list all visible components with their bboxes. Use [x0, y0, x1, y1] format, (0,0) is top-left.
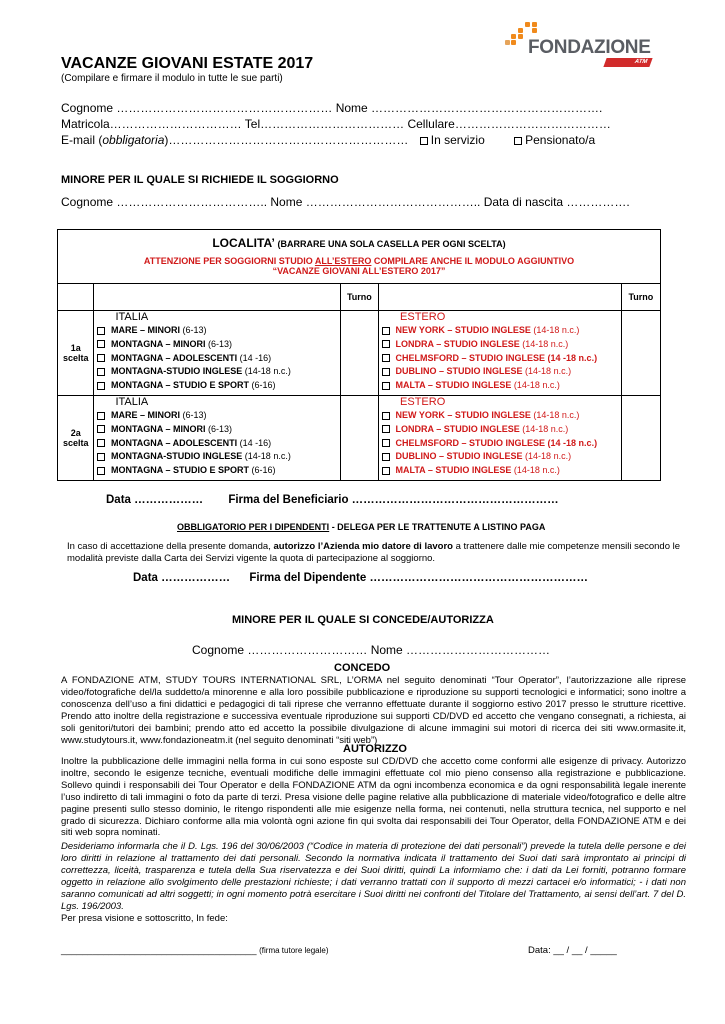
fondazione-logo [505, 22, 655, 70]
estero-options-1 [379, 311, 622, 396]
option-chelmsford[interactable]: CHELMSFORD – STUDIO INGLESE (14 -18 n.c.) [379, 437, 621, 451]
option-chelmsford[interactable]: CHELMSFORD – STUDIO INGLESE (14 -18 n.c.) [379, 352, 621, 366]
footer-date[interactable]: Data: __ / __ / _____ [528, 945, 617, 956]
localita-header [58, 230, 661, 284]
delega-text: In caso di accettazione della presente domanda, autorizzo l’Azienda mio datore di lavoro a trattenere dalle mie competenze mensili secondo le modalità previste dalla Carta dei Servizi vigente la quota di partecipazione al soggiorno. [67, 541, 681, 564]
option-mare-minori[interactable]: MARE – MINORI (6-13) [94, 409, 339, 423]
italia-options-1 [94, 311, 340, 396]
option-londra[interactable]: LONDRA – STUDIO INGLESE (14-18 n.c.) [379, 338, 621, 352]
minor-authorize-heading: MINORE PER IL QUALE SI CONCEDE/AUTORIZZA [232, 614, 494, 626]
applicant-email-line[interactable] [61, 133, 595, 147]
guardian-signature-line[interactable] [61, 945, 329, 956]
option-mare-minori[interactable]: MARE – MINORI (6-13) [94, 324, 339, 338]
estero-options-2 [379, 395, 622, 480]
checkbox[interactable] [97, 368, 105, 376]
page-subtitle: (Compilare e firmare il modulo in tutte le sue parti) [61, 73, 283, 84]
option-montagna-minori[interactable]: MONTAGNA – MINORI (6-13) [94, 338, 339, 352]
minor-request-heading: MINORE PER IL QUALE SI RICHIEDE IL SOGGIORNO [61, 174, 339, 186]
checkbox[interactable] [382, 327, 390, 335]
checkbox[interactable] [382, 467, 390, 475]
option-dublino[interactable]: DUBLINO – STUDIO INGLESE (14-18 n.c.) [379, 365, 621, 379]
italia-label: ITALIA [115, 311, 149, 323]
in-servizio-checkbox[interactable] [420, 137, 428, 145]
checkbox[interactable] [97, 453, 105, 461]
turno-header-estero: Turno [621, 284, 660, 311]
option-montagna-adolescenti[interactable]: MONTAGNA – ADOLESCENTI (14 -16) [94, 352, 339, 366]
option-montagna-studio-inglese[interactable]: MONTAGNA-STUDIO INGLESE (14-18 n.c.) [94, 450, 339, 464]
turno-cell-italia-2[interactable] [340, 395, 378, 480]
concedo-heading: CONCEDO [334, 662, 391, 674]
second-choice-row [58, 395, 661, 480]
email-dots: )…………………………………………………… [164, 133, 409, 147]
option-new-york[interactable]: NEW YORK – STUDIO INGLESE (14-18 n.c.) [379, 324, 621, 338]
email-required: obbligatoria [102, 133, 165, 147]
turno-header-italia: Turno [340, 284, 378, 311]
checkbox[interactable] [97, 340, 105, 348]
logo-atm-badge: ATM [603, 58, 652, 67]
logo-text: FONDAZIONE [528, 37, 651, 58]
option-montagna-studio-sport[interactable]: MONTAGNA – STUDIO E SPORT (6-16) [94, 379, 339, 393]
turno-cell-estero-2[interactable] [621, 395, 660, 480]
in-servizio-label: In servizio [430, 133, 485, 147]
applicant-name-line[interactable]: Cognome ……………………………………………… Nome …………………………………………………. [61, 101, 603, 115]
checkbox[interactable] [382, 453, 390, 461]
estero-label: ESTERO [400, 311, 446, 323]
checkbox[interactable] [97, 467, 105, 475]
checkbox[interactable] [97, 425, 105, 433]
employee-signature[interactable]: Firma del Dipendente ………………………………………………… [249, 572, 588, 584]
checkbox[interactable] [382, 368, 390, 376]
checkbox[interactable] [97, 327, 105, 335]
option-montagna-studio-sport[interactable]: MONTAGNA – STUDIO E SPORT (6-16) [94, 464, 339, 478]
turno-cell-italia-1[interactable] [340, 311, 378, 396]
beneficiary-date[interactable]: Data ……………… [106, 494, 204, 506]
autorizzo-heading: AUTORIZZO [343, 743, 407, 755]
option-malta[interactable]: MALTA – STUDIO INGLESE (14-18 n.c.) [379, 464, 621, 478]
checkbox[interactable] [382, 412, 390, 420]
option-montagna-studio-inglese[interactable]: MONTAGNA-STUDIO INGLESE (14-18 n.c.) [94, 365, 339, 379]
privacy-notice: Desideriamo informarla che il D. Lgs. 196 del 30/06/2003 (“Codice in materia di protezione dei dati personali”) prevede la tutela delle persone e dei loro diritti in relazione al trattamento dei dati personali. Secondo la normativa indicata il trattamento dei Suoi dati sarà improntato ai principi di correttezza, liceità, trasparenza e tutela della Sua riservatezza e dei Suoi diritti, quindi La informiamo che: i dati da Lei forniti, potranno formare oggetto in relazione allo svolgimento delle prestazioni richieste; i dati verranno trattati con il supporto di mezzi cartacei e/o informatici; - i dati non saranno comunicati ad altri soggetti; in ogni momento potrà esercitare i Suoi diritti nei confronti del Titolare del Trattamento, ai sensi dell’art. 7 del D. Lgs. 196/2003. [61, 841, 686, 912]
option-londra[interactable]: LONDRA – STUDIO INGLESE (14-18 n.c.) [379, 423, 621, 437]
option-montagna-adolescenti[interactable]: MONTAGNA – ADOLESCENTI (14 -16) [94, 437, 339, 451]
minor-request-line[interactable]: Cognome ……………………………….. Nome …………………………………….. Data di nascita ……………. [61, 195, 630, 209]
minor-authorize-line[interactable]: Cognome ………………………… Nome ……………………………… [192, 643, 551, 657]
autorizzo-text: Inoltre la pubblicazione delle immagini nella forma in cui sono esposte sul CD/DVD che accetto come conformi alle esigenze di privacy. Autorizzo inoltre, secondo le esigenze tecniche, eventuali modifiche delle immagini effettuate col mio pieno consenso alla registrazione e pubblicazione. Sollevo quindi i responsabili dei Tour Operator e della FONDAZIONE ATM da ogni incombenza economica e da ogni responsabilità legale inerente l’uso indiretto di tali immagini o foto da parte di terzi. Presa visione delle pagine relative alla pubblicazione di materiale video/fotografico e delle altre pagine presenti sullo stesso dominio, le ritengo rispondenti alle mie esigenze nella forma, nei contenuti, nella struttura tecnica, nel supporto e nel grado di sicurezza. Dichiaro conforme alla mia volontà ogni azione fin qui svolta dai responsabili dei Tour Operator, della FONDAZIONE ATM e dei siti web sopra nominati. [61, 756, 686, 839]
localita-table [57, 229, 661, 481]
beneficiary-signature[interactable]: Firma del Beneficiario ……………………………………………… [228, 494, 559, 506]
concedo-text: A FONDAZIONE ATM, STUDY TOURS INTERNATIONAL SRL, L’ORMA nel seguito denominati “Tour Operator”, l’autorizzazione alle riprese video/fotografiche del/la suddetto/a minorenne e alla loro possibile pubblicazione e riproduzione su supporti tecnologici e informatici; sono inoltre a conoscenza dell’uso a fini didattici e pedagogici di tali riprese che verranno effettuate durante il soggiorno estivo 2017 presso le strutture ricettive. Prendo atto inoltre della registrazione e successiva eventuale riproduzione sui supporti CD/DVD ed accetto che vengano consegnati, a richiesta, ai soli genitori/tutori dei bambini; prendo atto ed accetto la possibile divulgazione di alcune immagini sui motori di ricerca dei siti www.ormasite.it, www.studytours.it, www.fondazioneatm.it (nel seguito denominati “siti web”) [61, 675, 686, 746]
first-choice-label: 1a scelta [58, 311, 94, 396]
checkbox[interactable] [382, 425, 390, 433]
localita-title: LOCALITA’ (BARRARE UNA SOLA CASELLA PER OGNI SCELTA) [212, 236, 506, 250]
checkbox[interactable] [97, 412, 105, 420]
estero-warning-module: “VACANZE GIOVANI ALL’ESTERO 2017” [272, 266, 446, 276]
estero-label: ESTERO [400, 395, 446, 408]
estero-warning: ATTENZIONE PER SOGGIORNI STUDIO ALL’ESTERO COMPILARE ANCHE IL MODULO AGGIUNTIVO [143, 256, 575, 266]
checkbox[interactable] [97, 382, 105, 390]
presa-visione-text: Per presa visione e sottoscritto, In fede: [61, 913, 228, 924]
delega-heading: OBBLIGATORIO PER I DIPENDENTI - DELEGA PER LE TRATTENUTE A LISTINO PAGA [177, 522, 546, 532]
option-malta[interactable]: MALTA – STUDIO INGLESE (14-18 n.c.) [379, 379, 621, 393]
option-dublino[interactable]: DUBLINO – STUDIO INGLESE (14-18 n.c.) [379, 450, 621, 464]
pensionato-checkbox[interactable] [514, 137, 522, 145]
employee-signature-line[interactable] [133, 572, 588, 584]
beneficiary-signature-line[interactable] [106, 494, 559, 506]
italia-options-2 [94, 395, 340, 480]
email-label: E-mail ( [61, 133, 103, 147]
guardian-signature-label: (firma tutore legale) [259, 946, 329, 955]
applicant-contact-line[interactable]: Matricola…………………………… Tel……………………………… Cellulare………………………………… [61, 117, 611, 131]
checkbox[interactable] [382, 382, 390, 390]
page-title: VACANZE GIOVANI ESTATE 2017 [61, 55, 314, 72]
option-montagna-minori[interactable]: MONTAGNA – MINORI (6-13) [94, 423, 339, 437]
turno-cell-estero-1[interactable] [621, 311, 660, 396]
italia-label: ITALIA [115, 395, 149, 408]
employee-date[interactable]: Data ……………… [133, 572, 231, 584]
checkbox[interactable] [382, 354, 390, 362]
checkbox[interactable] [97, 439, 105, 447]
checkbox[interactable] [97, 354, 105, 362]
guardian-signature-blank[interactable]: _____________________________________ [61, 945, 257, 956]
first-choice-row [58, 311, 661, 396]
checkbox[interactable] [382, 340, 390, 348]
option-new-york[interactable]: NEW YORK – STUDIO INGLESE (14-18 n.c.) [379, 409, 621, 423]
checkbox[interactable] [382, 439, 390, 447]
second-choice-label: 2a scelta [58, 395, 94, 480]
pensionato-label: Pensionato/a [525, 133, 596, 147]
